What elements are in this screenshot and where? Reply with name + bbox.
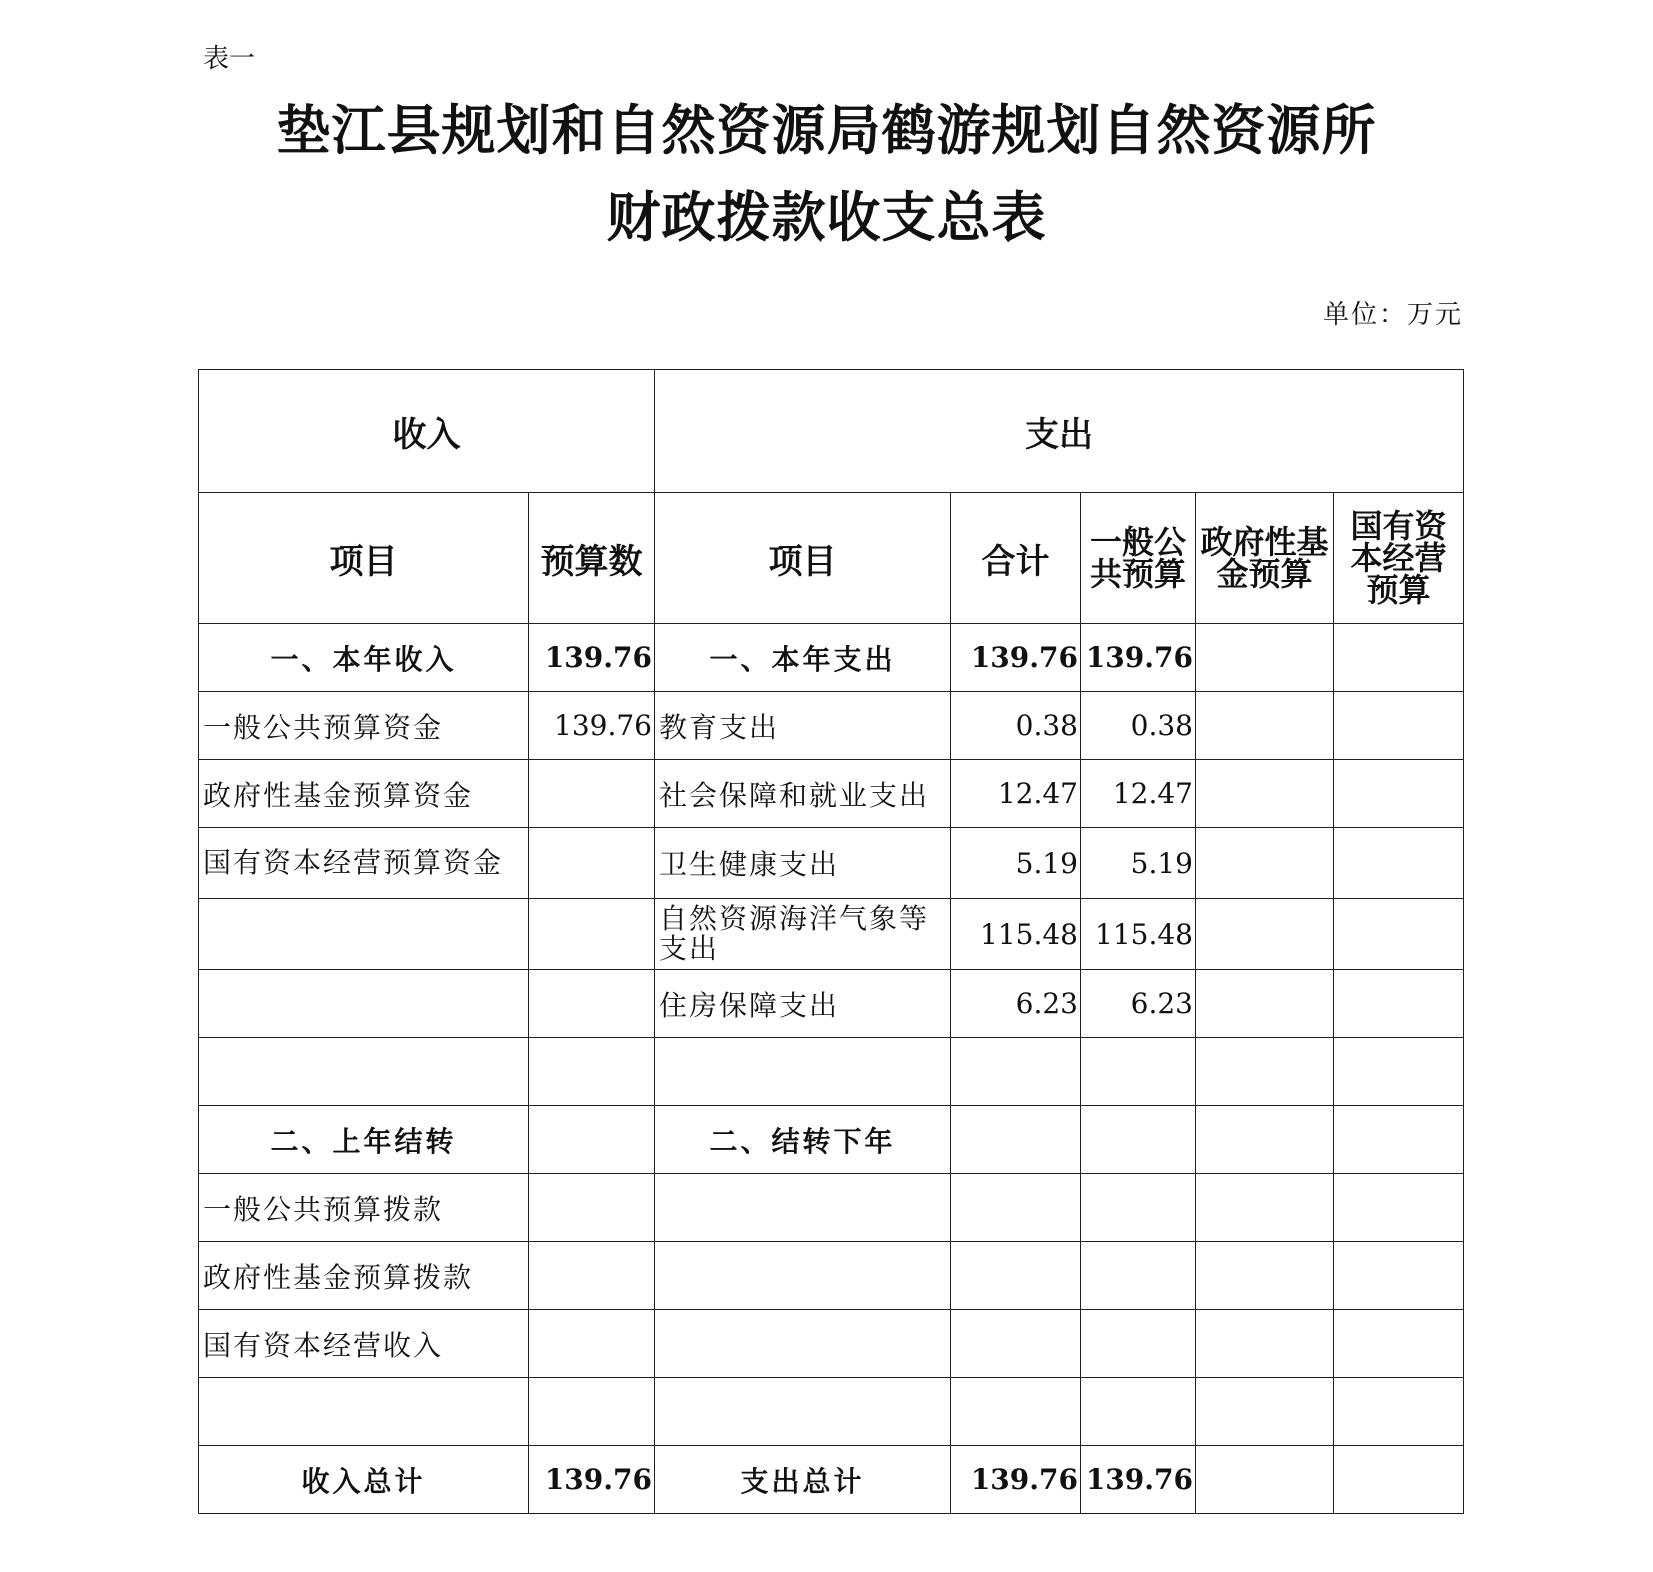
income-budget-cell xyxy=(529,1378,655,1446)
general-budget-cell xyxy=(1081,1310,1196,1378)
income-budget-cell xyxy=(529,1106,655,1174)
total-cell: 0.38 xyxy=(951,692,1081,760)
general-budget-cell xyxy=(1081,1378,1196,1446)
gov-fund-cell xyxy=(1196,1242,1334,1310)
expense-item-cell: 住房保障支出 xyxy=(655,970,951,1038)
total-cell: 115.48 xyxy=(951,899,1081,970)
table-row xyxy=(199,760,1464,828)
table-row xyxy=(199,1174,1464,1242)
total-cell xyxy=(951,1174,1081,1242)
income-budget-cell: 139.76 xyxy=(529,624,655,692)
gov-fund-cell xyxy=(1196,1310,1334,1378)
general-budget-cell: 139.76 xyxy=(1081,624,1196,692)
table-row xyxy=(199,899,1464,970)
income-header: 收入 xyxy=(199,370,655,493)
gov-fund-cell xyxy=(1196,1038,1334,1106)
income-item-cell: 一般公共预算拨款 xyxy=(199,1174,529,1242)
gov-fund-cell xyxy=(1196,1378,1334,1446)
income-item-cell: 政府性基金预算资金 xyxy=(199,760,529,828)
expense-item-cell xyxy=(655,1038,951,1106)
income-item-cell: 政府性基金预算拨款 xyxy=(199,1242,529,1310)
state-capital-cell xyxy=(1334,1106,1464,1174)
expense-item-cell xyxy=(655,1378,951,1446)
income-item-cell: 收入总计 xyxy=(199,1446,529,1514)
expense-header: 支出 xyxy=(655,370,1464,493)
gov-fund-cell xyxy=(1196,970,1334,1038)
header-row-sub xyxy=(199,493,1464,624)
total-cell xyxy=(951,1310,1081,1378)
table-row xyxy=(199,828,1464,899)
table-row xyxy=(199,624,1464,692)
expense-item-cell: 支出总计 xyxy=(655,1446,951,1514)
general-budget-cell: 5.19 xyxy=(1081,828,1196,899)
unit-label: 单位：万元 xyxy=(1322,300,1463,330)
total-cell xyxy=(951,1378,1081,1446)
gov-fund-cell xyxy=(1196,760,1334,828)
gov-fund-cell xyxy=(1196,1446,1334,1514)
general-budget-header: 一般公共预算 xyxy=(1081,493,1196,624)
gov-fund-cell xyxy=(1196,828,1334,899)
income-item-cell: 一、本年收入 xyxy=(199,624,529,692)
income-budget-cell xyxy=(529,899,655,970)
income-item-cell: 国有资本经营预算资金 xyxy=(199,828,529,899)
expense-item-cell xyxy=(655,1310,951,1378)
table-row xyxy=(199,1446,1464,1514)
expense-item-cell: 二、结转下年 xyxy=(655,1106,951,1174)
state-capital-cell xyxy=(1334,624,1464,692)
total-cell: 5.19 xyxy=(951,828,1081,899)
total-cell xyxy=(951,1106,1081,1174)
gov-fund-budget-header: 政府性基金预算 xyxy=(1196,493,1334,624)
income-item-cell xyxy=(199,970,529,1038)
table-row xyxy=(199,970,1464,1038)
income-item-cell: 国有资本经营收入 xyxy=(199,1310,529,1378)
state-capital-cell xyxy=(1334,760,1464,828)
general-budget-cell xyxy=(1081,1174,1196,1242)
gov-fund-cell xyxy=(1196,692,1334,760)
income-budget-cell: 139.76 xyxy=(529,692,655,760)
income-budget-cell xyxy=(529,1310,655,1378)
total-cell xyxy=(951,1242,1081,1310)
income-budget-cell xyxy=(529,1174,655,1242)
state-capital-cell xyxy=(1334,1446,1464,1514)
general-budget-cell: 115.48 xyxy=(1081,899,1196,970)
general-budget-cell: 12.47 xyxy=(1081,760,1196,828)
table-row xyxy=(199,1038,1464,1106)
income-item-cell xyxy=(199,1038,529,1106)
expense-item-cell: 自然资源海洋气象等支出 xyxy=(655,899,951,970)
gov-fund-cell xyxy=(1196,899,1334,970)
expense-item-cell: 社会保障和就业支出 xyxy=(655,760,951,828)
state-capital-cell xyxy=(1334,828,1464,899)
expense-item-cell xyxy=(655,1242,951,1310)
general-budget-cell xyxy=(1081,1106,1196,1174)
income-budget-cell xyxy=(529,970,655,1038)
state-capital-cell xyxy=(1334,1242,1464,1310)
state-capital-cell xyxy=(1334,1310,1464,1378)
table-row xyxy=(199,1378,1464,1446)
income-budget-cell xyxy=(529,828,655,899)
state-capital-cell xyxy=(1334,1378,1464,1446)
gov-fund-cell xyxy=(1196,1174,1334,1242)
table-row xyxy=(199,1106,1464,1174)
total-cell: 139.76 xyxy=(951,624,1081,692)
expense-item-cell xyxy=(655,1174,951,1242)
income-budget-cell xyxy=(529,1242,655,1310)
income-budget-cell xyxy=(529,1038,655,1106)
general-budget-cell xyxy=(1081,1242,1196,1310)
table-row xyxy=(199,1310,1464,1378)
general-budget-cell: 139.76 xyxy=(1081,1446,1196,1514)
total-header: 合计 xyxy=(951,493,1081,624)
income-item-cell xyxy=(199,1378,529,1446)
general-budget-cell: 0.38 xyxy=(1081,692,1196,760)
income-item-header: 项目 xyxy=(199,493,529,624)
income-budget-header: 预算数 xyxy=(529,493,655,624)
expense-item-cell: 卫生健康支出 xyxy=(655,828,951,899)
table-body xyxy=(199,624,1464,1514)
gov-fund-cell xyxy=(1196,1106,1334,1174)
budget-table xyxy=(198,369,1464,1514)
state-capital-cell xyxy=(1334,1174,1464,1242)
expense-item-cell: 教育支出 xyxy=(655,692,951,760)
total-cell xyxy=(951,1038,1081,1106)
income-item-cell: 一般公共预算资金 xyxy=(199,692,529,760)
general-budget-cell xyxy=(1081,1038,1196,1106)
income-budget-cell xyxy=(529,760,655,828)
general-budget-cell: 6.23 xyxy=(1081,970,1196,1038)
state-capital-budget-header: 国有资本经营预算 xyxy=(1334,493,1464,624)
expense-item-cell: 一、本年支出 xyxy=(655,624,951,692)
state-capital-cell xyxy=(1334,1038,1464,1106)
income-item-cell xyxy=(199,899,529,970)
page-title: 垫江县规划和自然资源局鹤游规划自然资源所 xyxy=(276,98,1377,162)
state-capital-cell xyxy=(1334,692,1464,760)
total-cell: 139.76 xyxy=(951,1446,1081,1514)
table-row xyxy=(199,1242,1464,1310)
total-cell: 6.23 xyxy=(951,970,1081,1038)
table-label: 表一 xyxy=(203,44,256,74)
income-budget-cell: 139.76 xyxy=(529,1446,655,1514)
header-row-main xyxy=(199,370,1464,493)
expense-item-header: 项目 xyxy=(655,493,951,624)
page-subtitle: 财政拨款收支总表 xyxy=(606,185,1047,249)
income-item-cell: 二、上年结转 xyxy=(199,1106,529,1174)
table-row xyxy=(199,692,1464,760)
total-cell: 12.47 xyxy=(951,760,1081,828)
state-capital-cell xyxy=(1334,899,1464,970)
gov-fund-cell xyxy=(1196,624,1334,692)
state-capital-cell xyxy=(1334,970,1464,1038)
